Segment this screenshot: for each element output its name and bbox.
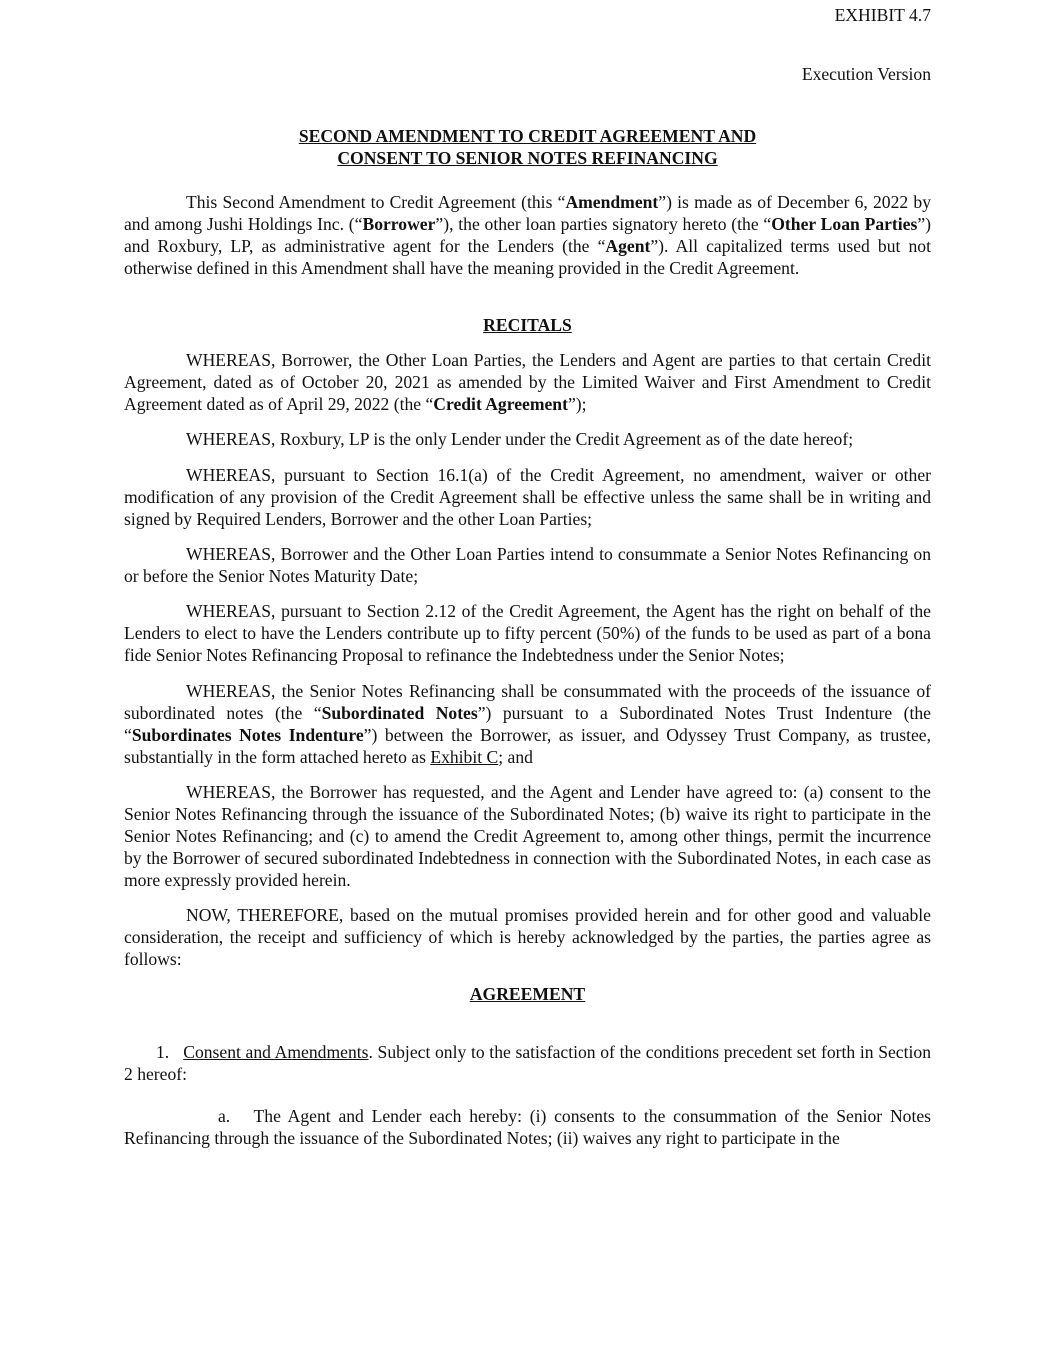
recital-paragraph: WHEREAS, pursuant to Section 16.1(a) of the Credit Agreement, no amendment, waiver or other modification of any provision of the Credit Agreement shall be effective unless the same shall be in writing and signed by Required Lenders, Borrower and the other Loan Parties; [124,465,931,529]
recital-paragraph: WHEREAS, pursuant to Section 2.12 of the Credit Agreement, the Agent has the right on behalf of the Lenders to elect to have the Lenders contribute up to fifty percent (50%) of the funds to be used as part of a bona fide Senior Notes Refinancing Proposal to refinance the Indebtedness under the Senior Notes; [124,601,931,665]
exhibit-c-link[interactable]: Exhibit C [430,747,499,767]
section-1a: a. The Agent and Lender each hereby: (i) consents to the consummation of the Senior Notes Refinancing through the issuance of the Subordinated Notes; (ii) waives any right to participate in the [124,1106,931,1148]
section-1: 1. Consent and Amendments. Subject only to the satisfaction of the conditions precedent set forth in Section 2 hereof: [124,1042,931,1084]
recitals-heading: RECITALS [483,315,572,335]
document-title-line2: CONSENT TO SENIOR NOTES REFINANCING [337,148,718,168]
recital-paragraph: WHEREAS, Borrower and the Other Loan Parties intend to consummate a Senior Notes Refinancing on or before the Senior Notes Maturity Date; [124,544,931,586]
exhibit-label: EXHIBIT 4.7 [834,5,931,25]
recital-paragraph: WHEREAS, Roxbury, LP is the only Lender under the Credit Agreement as of the date hereof; [186,429,854,449]
recital-paragraph: WHEREAS, Borrower, the Other Loan Parties, the Lenders and Agent are parties to that certain Credit Agreement, dated as of October 20, 2021 as amended by the Limited Waiver and First Amendment to Credit Agreement dated as of April 29, 2022 (the “Credit Agreement”); [124,350,931,414]
version-label: Execution Version [801,64,931,84]
now-therefore-paragraph: NOW, THEREFORE, based on the mutual promises provided herein and for other good and valuable consideration, the receipt and sufficiency of which is hereby acknowledged by the parties, the parties agree as follows: [124,905,931,969]
recital-paragraph: WHEREAS, the Senior Notes Refinancing shall be consummated with the proceeds of the issuance of subordinated notes (the “Subordinated Notes”) pursuant to a Subordinated Notes Trust Indenture (the “Subordinates Notes Indenture”) between the Borrower, as issuer, and Odyssey Trust Company, as trustee, substantially in the form attached hereto as Exhibit C; and [124,681,932,767]
recital-paragraph: WHEREAS, the Borrower has requested, and the Agent and Lender have agreed to: (a) consent to the Senior Notes Refinancing through the issuance of the Subordinated Notes; (b) waive its right to participate in the Senior Notes Refinancing; and (c) to amend the Credit Agreement to, among other things, permit the incurrence by the Borrower of secured subordinated Indebtedness in connection with the Subordinated Notes, in each case as more expressly provided herein. [124,782,931,890]
section-1-heading: Consent and Amendments [183,1042,369,1062]
document-title-line1: SECOND AMENDMENT TO CREDIT AGREEMENT AND [298,126,757,146]
agreement-heading: AGREEMENT [469,984,586,1004]
intro-paragraph: This Second Amendment to Credit Agreement (this “Amendment”) is made as of December 6, 2022 by and among Jushi Holdings Inc. (“Borrower”), the other loan parties signatory hereto (the “Other Loan Parties”) and Roxbury, LP, as administrative agent for the Lenders (the “Agent”). All capitalized terms used but not otherwise defined in this Amendment shall have the meaning provided in the Credit Agreement. [124,192,931,278]
